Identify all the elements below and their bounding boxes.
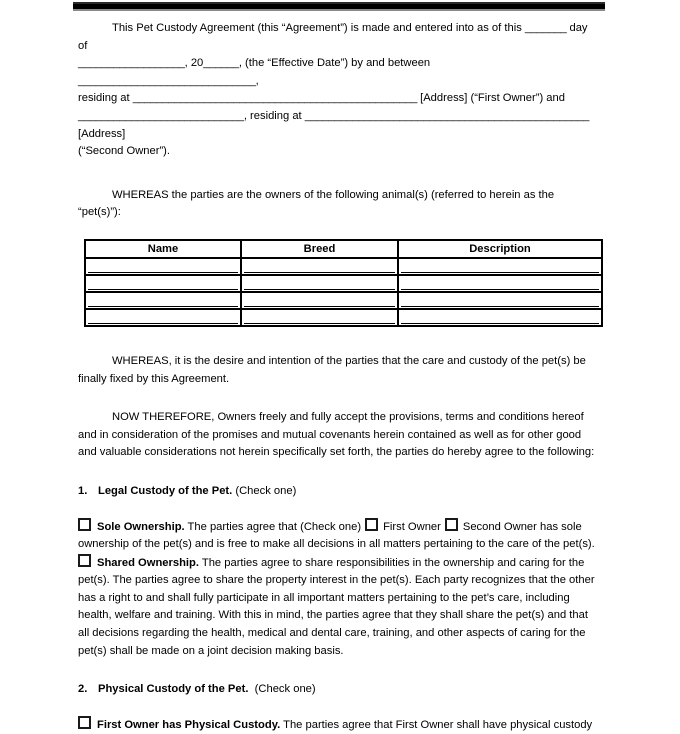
pet-table-body xyxy=(85,258,602,326)
checkbox-first-owner-physical-custody[interactable] xyxy=(78,716,91,729)
clause-2-number: 2. xyxy=(78,683,88,696)
checkbox-shared-ownership[interactable] xyxy=(78,554,91,567)
spacer xyxy=(78,462,598,483)
intro-line3-a: residing at xyxy=(78,92,133,105)
whereas-desire-paragraph xyxy=(78,353,598,388)
fill-line xyxy=(88,289,238,290)
fill-line xyxy=(244,272,395,273)
spacer xyxy=(78,161,598,187)
intro-line2-b: , (the “Effective Date”) by and between xyxy=(238,57,431,70)
whereas-owners-paragraph xyxy=(78,187,598,222)
intro-line3-b: [Address] (“First Owner”) and xyxy=(417,92,565,105)
fill-line xyxy=(401,306,599,307)
intro-line1-b: day of xyxy=(78,22,588,52)
intro-line2-a: , 20 xyxy=(184,57,204,70)
column-header-name: Name xyxy=(85,240,241,258)
intro-line4-a: , residing at xyxy=(243,109,305,122)
first-owner-physical-custody-text: The parties agree that First Owner shall have physical custody xyxy=(280,718,593,731)
clause-2-note-text: (Check one) xyxy=(254,683,316,696)
label-first-owner-physical-custody: First Owner has Physical Custody. xyxy=(97,718,281,731)
intro-line5: (“Second Owner”). xyxy=(78,145,171,158)
label-first-owner: First Owner xyxy=(383,520,441,533)
fill-line xyxy=(401,272,599,273)
table-header-row xyxy=(85,240,602,258)
clause-2-heading xyxy=(78,681,598,699)
option-sole-ownership[interactable] xyxy=(78,518,598,554)
cell-name[interactable] xyxy=(85,258,241,275)
clause-1-heading xyxy=(78,483,598,501)
cell-breed[interactable] xyxy=(241,292,398,309)
fill-line xyxy=(244,323,395,324)
label-second-owner: Second Owner xyxy=(462,520,537,533)
fill-line xyxy=(401,323,599,324)
checkbox-second-owner[interactable] xyxy=(445,518,458,531)
cell-description[interactable] xyxy=(398,275,602,292)
intro-line1-a: This Pet Custody Agreement (this “Agreement”) is made and entered into as of this xyxy=(112,22,525,34)
cell-breed[interactable] xyxy=(241,258,398,275)
fill-line xyxy=(401,289,599,290)
table-row[interactable] xyxy=(85,275,602,292)
blank-day[interactable]: _______ xyxy=(524,22,567,34)
checkbox-first-owner[interactable] xyxy=(365,518,378,531)
clause-1-title: Legal Custody of the Pet. xyxy=(98,484,233,497)
document-body xyxy=(78,20,598,734)
column-header-description: Description xyxy=(398,240,602,258)
blank-address1[interactable]: ________________________________________________ xyxy=(132,92,417,105)
label-shared-ownership: Shared Ownership. xyxy=(97,556,199,569)
page-top-rule xyxy=(73,2,605,11)
clause-1-note-text: (Check one) xyxy=(235,484,297,497)
spacer xyxy=(78,222,598,239)
clause-2-title: Physical Custody of the Pet. xyxy=(98,683,249,696)
sole-ownership-text-a: The parties agree that (Check one) xyxy=(184,520,362,533)
blank-month[interactable]: __________________ xyxy=(78,57,185,70)
spacer xyxy=(78,327,598,353)
clause-1-number: 1. xyxy=(78,484,88,497)
cell-breed[interactable] xyxy=(241,275,398,292)
intro-paragraph xyxy=(78,20,598,161)
intro-line4-b: [Address] xyxy=(78,127,126,140)
label-sole-ownership: Sole Ownership. xyxy=(97,520,185,533)
option-first-owner-physical-custody[interactable] xyxy=(78,716,598,734)
cell-name[interactable] xyxy=(85,309,241,326)
whereas-desire-text: WHEREAS, it is the desire and intention of the parties that the care and custody of the pet(s) be finally fixed by this Agreement. xyxy=(78,354,586,385)
spacer xyxy=(78,699,598,716)
clause-2-note xyxy=(248,683,315,695)
checkbox-sole-ownership[interactable] xyxy=(78,518,91,531)
blank-party1[interactable]: ______________________________ xyxy=(78,74,256,87)
cell-description[interactable] xyxy=(398,309,602,326)
cell-description[interactable] xyxy=(398,258,602,275)
spacer xyxy=(78,501,598,518)
now-therefore-paragraph xyxy=(78,409,598,462)
clause-1-note xyxy=(232,485,296,497)
shared-ownership-text: The parties agree to share responsibilities in the ownership and caring for the pet(s). The parties agree to share the property interest in the pet(s). Each party recognizes that the other has a right to and shall fully participate in all important matters pertaining to the pet’s care, including health, welfare and training. With this in mind, the parties agree that they shall share the pet(s) and that all decisions regarding the health, medical and dental care, training, and other aspects of caring for the pet(s) shall be made on a joint decision making basis. xyxy=(78,556,595,657)
now-therefore-text: NOW THEREFORE, Owners freely and fully accept the provisions, terms and conditions hereof and in consideration of the promises and mutual covenants herein contained as well as for other good and valuable considerations not herein specifically set forth, the parties do hereby agree to the following: xyxy=(78,411,595,459)
pet-table xyxy=(84,239,603,327)
fill-line xyxy=(88,306,238,307)
cell-name[interactable] xyxy=(85,292,241,309)
blank-party2[interactable]: ____________________________ xyxy=(78,109,244,122)
top-rule-gray xyxy=(73,9,605,11)
table-row[interactable] xyxy=(85,309,602,326)
spacer xyxy=(78,388,598,409)
sole-ownership-text-b: has sole ownership of the pet(s) and is free to make all decisions in all matters pertaining to the care of the pet(s). xyxy=(78,520,595,551)
option-shared-ownership[interactable] xyxy=(78,554,598,661)
pet-table-header xyxy=(85,240,602,258)
cell-breed[interactable] xyxy=(241,309,398,326)
fill-line xyxy=(244,289,395,290)
blank-address2[interactable]: ________________________________________________ xyxy=(304,109,590,122)
fill-line xyxy=(244,306,395,307)
fill-line xyxy=(88,323,238,324)
table-row[interactable] xyxy=(85,258,602,275)
table-row[interactable] xyxy=(85,292,602,309)
blank-year[interactable]: ______ xyxy=(203,57,239,70)
fill-line xyxy=(88,272,238,273)
cell-name[interactable] xyxy=(85,275,241,292)
spacer xyxy=(78,660,598,681)
intro-line2-c: , xyxy=(255,74,259,87)
cell-description[interactable] xyxy=(398,292,602,309)
column-header-breed: Breed xyxy=(241,240,398,258)
whereas-owners-text: WHEREAS the parties are the owners of the following animal(s) (referred to herein as the “pet(s)”): xyxy=(78,188,555,219)
